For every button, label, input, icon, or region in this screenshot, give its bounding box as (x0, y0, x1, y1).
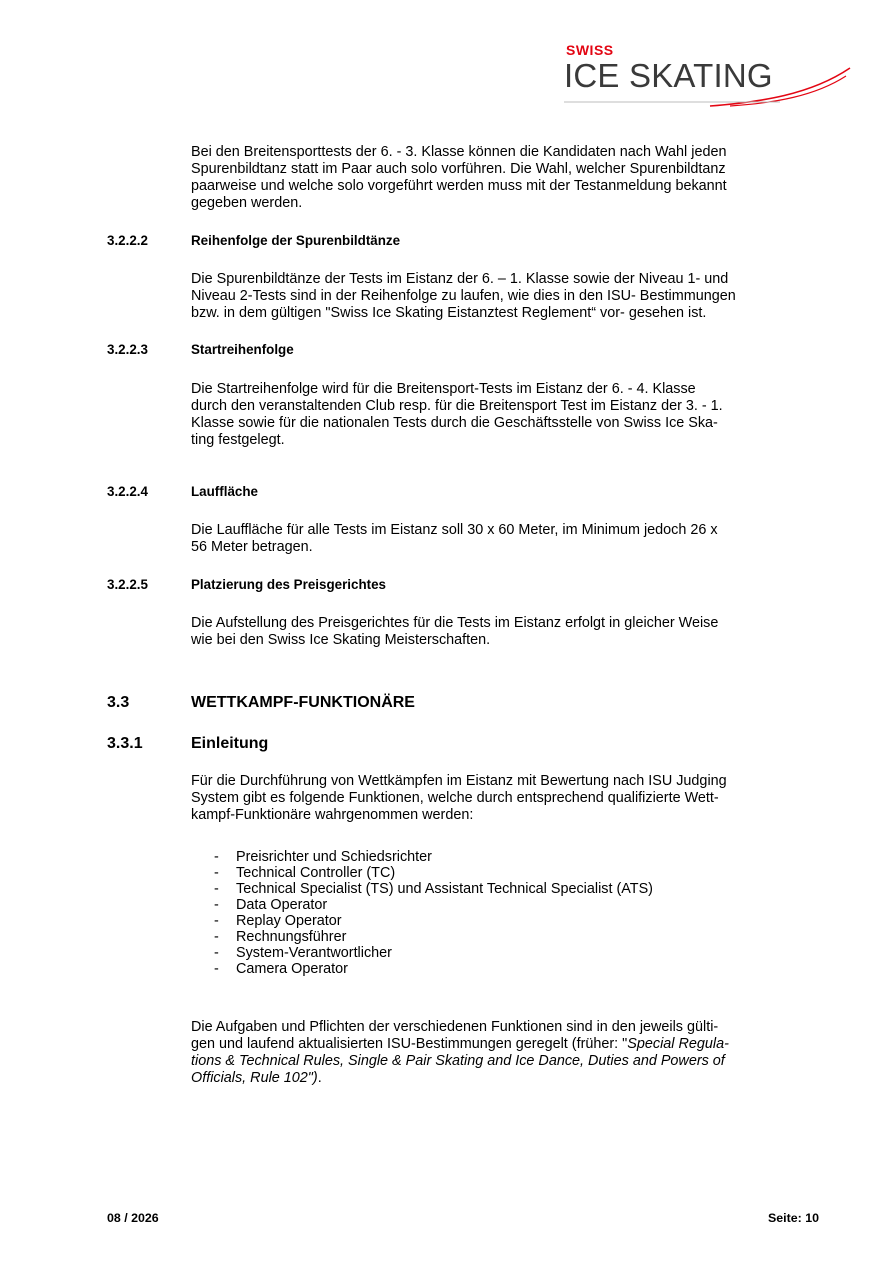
paragraph-line: Die Aufgaben und Pflichten der verschiedenen Funktionen sind in den jeweils gülti- (191, 1019, 719, 1035)
function-list (214, 849, 653, 977)
paragraph-line: gegeben werden. (191, 195, 303, 211)
list-item: - Replay Operator (214, 913, 342, 929)
paragraph-line: paarweise und welche solo vorgeführt werden muss mit der Testanmeldung bekannt (191, 178, 727, 194)
paragraph-line: gen und laufend aktualisierten ISU-Bestimmungen geregelt (früher: "Special Regula- (191, 1036, 729, 1052)
section-number: 3.3.1 (107, 735, 143, 752)
list-item: - Data Operator (214, 897, 328, 913)
section-heading: Einleitung (191, 735, 269, 752)
paragraph-line: Niveau 2-Tests sind in der Reihenfolge zu laufen, wie dies in den ISU- Bestimmungen (191, 288, 736, 304)
list-item: - Preisrichter und Schiedsrichter (214, 849, 432, 865)
list-item: - Camera Operator (214, 961, 348, 977)
paragraph-line: Die Lauffläche für alle Tests im Eistanz soll 30 x 60 Meter, im Minimum jedoch 26 x (191, 522, 718, 538)
paragraph-line: 56 Meter betragen. (191, 539, 313, 555)
list-item: - Technical Specialist (TS) und Assistant Technical Specialist (ATS) (214, 881, 653, 897)
section-heading: Lauffläche (191, 484, 258, 499)
section-number: 3.2.2.3 (107, 342, 148, 357)
section-heading: Startreihenfolge (191, 342, 294, 357)
paragraph-line: Für die Durchführung von Wettkämpfen im Eistanz mit Bewertung nach ISU Judging (191, 773, 727, 789)
section-number: 3.2.2.4 (107, 484, 148, 499)
paragraph-line: Spurenbildtanz statt im Paar auch solo vorführen. Die Wahl, welcher Spurenbildtanz (191, 161, 726, 177)
list-item: - System-Verantwortlicher (214, 945, 392, 961)
section-heading: WETTKAMPF-FUNKTIONÄRE (191, 694, 415, 711)
paragraph-line: durch den veranstaltenden Club resp. für die Breitensport Test im Eistanz der 3. - 1. (191, 398, 723, 414)
paragraph-line: Die Spurenbildtänze der Tests im Eistanz der 6. – 1. Klasse sowie der Niveau 1- und (191, 271, 729, 287)
paragraph-line: Die Aufstellung des Preisgerichtes für die Tests im Eistanz erfolgt in gleicher Weise (191, 615, 719, 631)
paragraph-line: bzw. in dem gültigen "Swiss Ice Skating Eistanztest Reglement“ vor- gesehen ist. (191, 305, 707, 321)
paragraph-line: tions & Technical Rules, Single & Pair Skating and Ice Dance, Duties and Powers of (191, 1053, 725, 1069)
list-item: - Rechnungsführer (214, 929, 347, 945)
section-number: 3.2.2.2 (107, 233, 148, 248)
paragraph-line: Officials, Rule 102"). (191, 1070, 322, 1086)
paragraph-line: Klasse sowie für die nationalen Tests durch die Geschäftsstelle von Swiss Ice Ska- (191, 415, 718, 431)
section-number: 3.2.2.5 (107, 577, 148, 592)
footer-page-number: Seite: 10 (768, 1211, 819, 1225)
paragraph-line: wie bei den Swiss Ice Skating Meisterschaften. (191, 632, 491, 648)
list-item: - Technical Controller (TC) (214, 865, 396, 881)
footer-date: 08 / 2026 (107, 1211, 159, 1225)
paragraph-line: kampf-Funktionäre wahrgenommen werden: (191, 807, 474, 823)
logo-swiss-text: SWISS (566, 42, 614, 58)
paragraph-line: System gibt es folgende Funktionen, welche durch entsprechend qualifizierte Wett- (191, 790, 719, 806)
section-number: 3.3 (107, 694, 130, 711)
paragraph-line: Die Startreihenfolge wird für die Breitensport-Tests im Eistanz der 6. - 4. Klasse (191, 381, 696, 397)
paragraph-line: Bei den Breitensporttests der 6. - 3. Klasse können die Kandidaten nach Wahl jeden (191, 144, 727, 160)
section-heading: Reihenfolge der Spurenbildtänze (191, 233, 401, 248)
logo-ice-skating-text: ICE SKATING (564, 57, 773, 94)
section-heading: Platzierung des Preisgerichtes (191, 577, 386, 592)
paragraph-line: ting festgelegt. (191, 432, 285, 448)
swiss-ice-skating-logo (560, 40, 852, 110)
